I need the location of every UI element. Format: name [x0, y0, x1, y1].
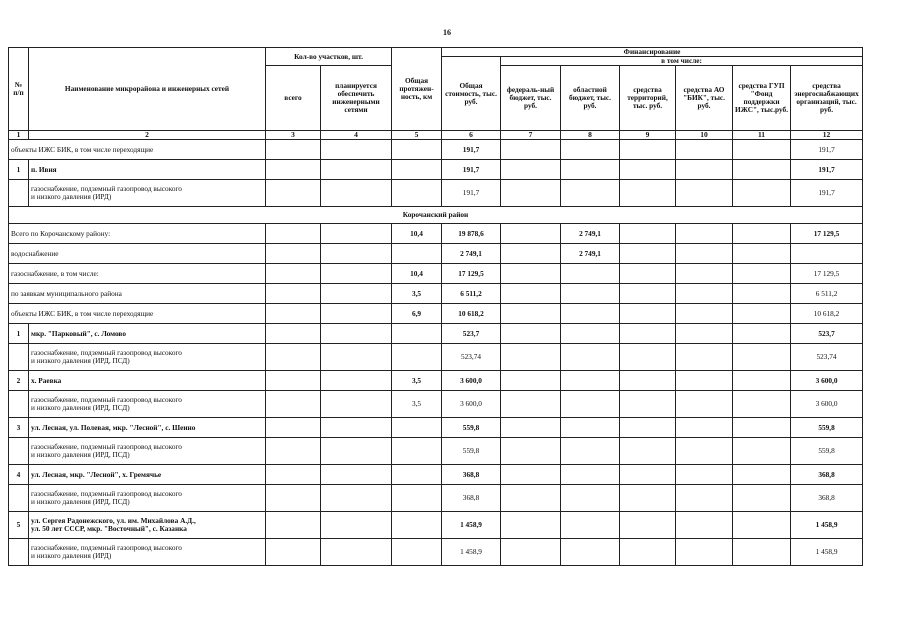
- plots-planned-cell: [321, 284, 392, 304]
- territory-cell: [620, 539, 676, 566]
- plots-total-cell: [266, 180, 321, 207]
- regional-cell: [561, 160, 620, 180]
- regional-cell: [561, 418, 620, 438]
- header-federal: федераль-ный бюджет, тыс. руб.: [501, 66, 561, 131]
- header-plots-group: Кол-во участков, шт.: [266, 48, 392, 66]
- length-cell: [392, 485, 442, 512]
- plots-planned-cell: [321, 264, 392, 284]
- regional-cell: 2 749,1: [561, 224, 620, 244]
- plots-planned-cell: [321, 539, 392, 566]
- energy-cell: 191,7: [791, 160, 863, 180]
- header-plots-planned: планируется обеспечить инженерными сетями: [321, 66, 392, 131]
- plots-total-cell: [266, 264, 321, 284]
- regional-cell: [561, 485, 620, 512]
- column-number: 1: [9, 131, 29, 140]
- plots-planned-cell: [321, 224, 392, 244]
- federal-cell: [501, 512, 561, 539]
- plots-planned-cell: [321, 244, 392, 264]
- row-number: 2: [9, 371, 29, 391]
- territory-cell: [620, 344, 676, 371]
- federal-cell: [501, 160, 561, 180]
- row-number: 1: [9, 324, 29, 344]
- energy-cell: 6 511,2: [791, 284, 863, 304]
- row-name: по заявкам муниципального района: [9, 284, 266, 304]
- plots-planned-cell: [321, 438, 392, 465]
- row-name: ул. Сергея Радонежского, ул. им. Михайлова А.Д., ул. 50 лет СССР, мкр. "Восточный", с. Казанка: [29, 512, 266, 539]
- table-row: [9, 371, 863, 391]
- gup-cell: [733, 180, 791, 207]
- bik-cell: [676, 284, 733, 304]
- row-name: газоснабжение, подземный газопровод высокого и низкого давления (ИРД, ПСД): [29, 438, 266, 465]
- length-cell: [392, 418, 442, 438]
- territory-cell: [620, 244, 676, 264]
- energy-cell: 3 600,0: [791, 371, 863, 391]
- total-cost-cell: 6 511,2: [442, 284, 501, 304]
- table-row: [9, 264, 863, 284]
- row-name: Всего по Корочанскому району:: [9, 224, 266, 244]
- energy-cell: 368,8: [791, 465, 863, 485]
- column-number: 7: [501, 131, 561, 140]
- row-number: [9, 344, 29, 371]
- federal-cell: [501, 244, 561, 264]
- territory-cell: [620, 264, 676, 284]
- plots-planned-cell: [321, 304, 392, 324]
- federal-cell: [501, 224, 561, 244]
- plots-total-cell: [266, 244, 321, 264]
- total-cost-cell: 559,8: [442, 418, 501, 438]
- row-name: ул. Лесная, мкр. "Лесной", х. Гремячье: [29, 465, 266, 485]
- regional-cell: [561, 344, 620, 371]
- row-number: 5: [9, 512, 29, 539]
- total-cost-cell: 19 878,6: [442, 224, 501, 244]
- total-cost-cell: 3 600,0: [442, 391, 501, 418]
- plots-total-cell: [266, 391, 321, 418]
- gup-cell: [733, 284, 791, 304]
- bik-cell: [676, 140, 733, 160]
- table-row: [9, 539, 863, 566]
- length-cell: [392, 438, 442, 465]
- row-name: газоснабжение, подземный газопровод высокого и низкого давления (ИРД, ПСД): [29, 485, 266, 512]
- federal-cell: [501, 140, 561, 160]
- plots-total-cell: [266, 224, 321, 244]
- length-cell: [392, 140, 442, 160]
- energy-cell: 3 600,0: [791, 391, 863, 418]
- table-row: [9, 324, 863, 344]
- length-cell: 3,5: [392, 371, 442, 391]
- total-cost-cell: 523,74: [442, 344, 501, 371]
- energy-cell: 368,8: [791, 485, 863, 512]
- gup-cell: [733, 224, 791, 244]
- row-number: [9, 180, 29, 207]
- regional-cell: [561, 539, 620, 566]
- row-name: ул. Лесная, ул. Полевая, мкр. "Лесной", с. Шеино: [29, 418, 266, 438]
- header-including: в том числе:: [501, 57, 863, 66]
- energy-cell: 559,8: [791, 418, 863, 438]
- table-row: [9, 160, 863, 180]
- regional-cell: [561, 304, 620, 324]
- header-gup: средства ГУП "Фонд поддержки ИЖС", тыс.руб.: [733, 66, 791, 131]
- bik-cell: [676, 438, 733, 465]
- bik-cell: [676, 180, 733, 207]
- column-number: 2: [29, 131, 266, 140]
- bik-cell: [676, 264, 733, 284]
- row-number: [9, 539, 29, 566]
- regional-cell: [561, 371, 620, 391]
- total-cost-cell: 3 600,0: [442, 371, 501, 391]
- plots-total-cell: [266, 140, 321, 160]
- table-row: [9, 284, 863, 304]
- federal-cell: [501, 324, 561, 344]
- bik-cell: [676, 344, 733, 371]
- federal-cell: [501, 371, 561, 391]
- row-number: 1: [9, 160, 29, 180]
- energy-cell: [791, 244, 863, 264]
- federal-cell: [501, 485, 561, 512]
- bik-cell: [676, 160, 733, 180]
- federal-cell: [501, 438, 561, 465]
- plots-total-cell: [266, 465, 321, 485]
- regional-cell: [561, 180, 620, 207]
- bik-cell: [676, 224, 733, 244]
- plots-planned-cell: [321, 371, 392, 391]
- column-number: 8: [561, 131, 620, 140]
- regional-cell: [561, 284, 620, 304]
- header-total-cost: Общая стоимость, тыс. руб.: [442, 57, 501, 131]
- row-name: водоснабжение: [9, 244, 266, 264]
- plots-planned-cell: [321, 140, 392, 160]
- plots-total-cell: [266, 344, 321, 371]
- table-row: [9, 344, 863, 371]
- energy-cell: 1 458,9: [791, 539, 863, 566]
- total-cost-cell: 191,7: [442, 180, 501, 207]
- gup-cell: [733, 539, 791, 566]
- energy-cell: 17 129,5: [791, 264, 863, 284]
- table-row: [9, 438, 863, 465]
- energy-cell: 559,8: [791, 438, 863, 465]
- row-number: [9, 485, 29, 512]
- row-name: объекты ИЖС БИК, в том числе переходящие: [9, 140, 266, 160]
- federal-cell: [501, 304, 561, 324]
- federal-cell: [501, 391, 561, 418]
- territory-cell: [620, 160, 676, 180]
- gup-cell: [733, 304, 791, 324]
- length-cell: 6,9: [392, 304, 442, 324]
- federal-cell: [501, 264, 561, 284]
- plots-planned-cell: [321, 324, 392, 344]
- column-number: 11: [733, 131, 791, 140]
- length-cell: 3,5: [392, 391, 442, 418]
- table-row: [9, 244, 863, 264]
- regional-cell: [561, 391, 620, 418]
- territory-cell: [620, 485, 676, 512]
- length-cell: [392, 539, 442, 566]
- federal-cell: [501, 539, 561, 566]
- header-territory: средства территорий, тыс. руб.: [620, 66, 676, 131]
- bik-cell: [676, 304, 733, 324]
- plots-planned-cell: [321, 344, 392, 371]
- federal-cell: [501, 465, 561, 485]
- row-number: [9, 438, 29, 465]
- territory-cell: [620, 180, 676, 207]
- bik-cell: [676, 512, 733, 539]
- plots-total-cell: [266, 512, 321, 539]
- page-number: 16: [443, 28, 451, 37]
- plots-planned-cell: [321, 180, 392, 207]
- row-name: п. Ивня: [29, 160, 266, 180]
- length-cell: [392, 344, 442, 371]
- energy-cell: 1 458,9: [791, 512, 863, 539]
- plots-total-cell: [266, 438, 321, 465]
- bik-cell: [676, 244, 733, 264]
- regional-cell: [561, 438, 620, 465]
- length-cell: [392, 180, 442, 207]
- plots-total-cell: [266, 324, 321, 344]
- plots-total-cell: [266, 539, 321, 566]
- row-number: [9, 391, 29, 418]
- length-cell: 10,4: [392, 264, 442, 284]
- plots-planned-cell: [321, 465, 392, 485]
- length-cell: 10,4: [392, 224, 442, 244]
- column-number: 5: [392, 131, 442, 140]
- bik-cell: [676, 391, 733, 418]
- header-plots-total: всего: [266, 66, 321, 131]
- table-row: [9, 418, 863, 438]
- territory-cell: [620, 324, 676, 344]
- column-number: 10: [676, 131, 733, 140]
- gup-cell: [733, 324, 791, 344]
- plots-total-cell: [266, 371, 321, 391]
- total-cost-cell: 523,7: [442, 324, 501, 344]
- gup-cell: [733, 438, 791, 465]
- total-cost-cell: 17 129,5: [442, 264, 501, 284]
- section-title: Корочанский район: [9, 207, 863, 224]
- table-row: [9, 465, 863, 485]
- regional-cell: [561, 264, 620, 284]
- gup-cell: [733, 485, 791, 512]
- table-row: [9, 512, 863, 539]
- row-name: мкр. "Парковый", с. Ломово: [29, 324, 266, 344]
- bik-cell: [676, 371, 733, 391]
- length-cell: [392, 512, 442, 539]
- table-row: [9, 224, 863, 244]
- plots-total-cell: [266, 485, 321, 512]
- energy-cell: 191,7: [791, 140, 863, 160]
- column-number: 9: [620, 131, 676, 140]
- total-cost-cell: 1 458,9: [442, 539, 501, 566]
- territory-cell: [620, 304, 676, 324]
- territory-cell: [620, 140, 676, 160]
- total-cost-cell: 559,8: [442, 438, 501, 465]
- energy-cell: 10 618,2: [791, 304, 863, 324]
- row-name: газоснабжение, подземный газопровод высокого и низкого давления (ИРД, ПСД): [29, 344, 266, 371]
- gup-cell: [733, 140, 791, 160]
- gup-cell: [733, 418, 791, 438]
- federal-cell: [501, 284, 561, 304]
- energy-cell: 523,74: [791, 344, 863, 371]
- column-number: 3: [266, 131, 321, 140]
- header-regional: областной бюджет, тыс. руб.: [561, 66, 620, 131]
- territory-cell: [620, 512, 676, 539]
- federal-cell: [501, 180, 561, 207]
- financing-table: [8, 47, 863, 566]
- territory-cell: [620, 284, 676, 304]
- total-cost-cell: 368,8: [442, 485, 501, 512]
- bik-cell: [676, 324, 733, 344]
- gup-cell: [733, 244, 791, 264]
- column-number: 6: [442, 131, 501, 140]
- bik-cell: [676, 418, 733, 438]
- row-name: х. Раевка: [29, 371, 266, 391]
- federal-cell: [501, 418, 561, 438]
- territory-cell: [620, 371, 676, 391]
- gup-cell: [733, 371, 791, 391]
- table-row: [9, 140, 863, 160]
- gup-cell: [733, 391, 791, 418]
- length-cell: [392, 324, 442, 344]
- length-cell: [392, 160, 442, 180]
- plots-planned-cell: [321, 160, 392, 180]
- row-name: объекты ИЖС БИК, в том числе переходящие: [9, 304, 266, 324]
- energy-cell: 523,7: [791, 324, 863, 344]
- header-name: Наименование микрорайона и инженерных сетей: [29, 48, 266, 131]
- energy-cell: 17 129,5: [791, 224, 863, 244]
- bik-cell: [676, 539, 733, 566]
- regional-cell: 2 749,1: [561, 244, 620, 264]
- regional-cell: [561, 324, 620, 344]
- territory-cell: [620, 465, 676, 485]
- bik-cell: [676, 465, 733, 485]
- header-financing: Финансирование: [442, 48, 863, 57]
- row-name: газоснабжение, подземный газопровод высокого и низкого давления (ИРД, ПСД): [29, 391, 266, 418]
- row-name: газоснабжение, подземный газопровод высокого и низкого давления (ИРД): [29, 539, 266, 566]
- plots-total-cell: [266, 418, 321, 438]
- federal-cell: [501, 344, 561, 371]
- row-name: газоснабжение, в том числе:: [9, 264, 266, 284]
- total-cost-cell: 2 749,1: [442, 244, 501, 264]
- territory-cell: [620, 438, 676, 465]
- total-cost-cell: 10 618,2: [442, 304, 501, 324]
- plots-planned-cell: [321, 391, 392, 418]
- regional-cell: [561, 465, 620, 485]
- gup-cell: [733, 160, 791, 180]
- total-cost-cell: 1 458,9: [442, 512, 501, 539]
- table-row: [9, 391, 863, 418]
- plots-planned-cell: [321, 418, 392, 438]
- total-cost-cell: 191,7: [442, 160, 501, 180]
- gup-cell: [733, 264, 791, 284]
- plots-total-cell: [266, 160, 321, 180]
- row-number: 3: [9, 418, 29, 438]
- table-row: [9, 304, 863, 324]
- total-cost-cell: 191,7: [442, 140, 501, 160]
- row-name: газоснабжение, подземный газопровод высокого и низкого давления (ИРД): [29, 180, 266, 207]
- plots-planned-cell: [321, 485, 392, 512]
- header-energy: средства энергоснабжающих организаций, тыс. руб.: [791, 66, 863, 131]
- table-row: [9, 485, 863, 512]
- bik-cell: [676, 485, 733, 512]
- table-row: [9, 180, 863, 207]
- header-bik: средства АО "БИК", тыс. руб.: [676, 66, 733, 131]
- territory-cell: [620, 224, 676, 244]
- column-number: 12: [791, 131, 863, 140]
- header-length: Общая протяжен-ность, км: [392, 48, 442, 131]
- territory-cell: [620, 418, 676, 438]
- regional-cell: [561, 512, 620, 539]
- energy-cell: 191,7: [791, 180, 863, 207]
- total-cost-cell: 368,8: [442, 465, 501, 485]
- gup-cell: [733, 344, 791, 371]
- length-cell: [392, 465, 442, 485]
- regional-cell: [561, 140, 620, 160]
- territory-cell: [620, 391, 676, 418]
- plots-total-cell: [266, 284, 321, 304]
- plots-total-cell: [266, 304, 321, 324]
- header-num: № п/п: [9, 48, 29, 131]
- gup-cell: [733, 465, 791, 485]
- gup-cell: [733, 512, 791, 539]
- column-number: 4: [321, 131, 392, 140]
- row-number: 4: [9, 465, 29, 485]
- plots-planned-cell: [321, 512, 392, 539]
- length-cell: 3,5: [392, 284, 442, 304]
- length-cell: [392, 244, 442, 264]
